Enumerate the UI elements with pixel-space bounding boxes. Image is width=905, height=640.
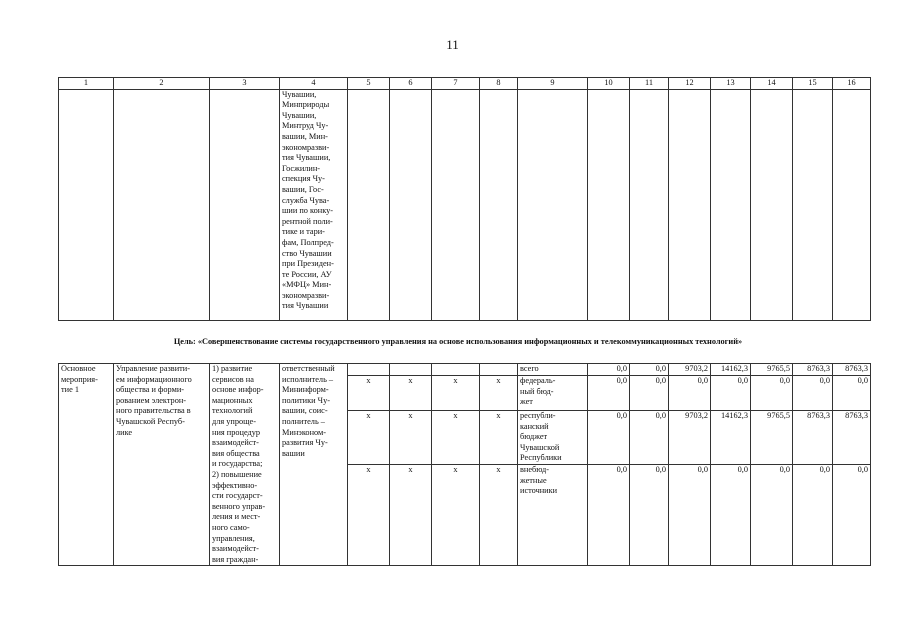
funding-value-cell: 8763,3: [793, 364, 833, 376]
funding-value-cell: 0,0: [751, 465, 793, 566]
indicator-mark-cell: x: [348, 376, 390, 411]
indicator-mark-cell: x: [432, 465, 480, 566]
executors-cell: Чувашии, Минприроды Чувашии, Минтруд Чу- вашии, Мин- экономразви- тия Чувашии, Госжилин- спекция Чу- вашии, Гос- служба Чува- шии по конку- рентной поли- тике и тари- фам, Полпред- ство Чувашии при Президен- те России, АУ «МФЦ» Мин- экономразви- тия Чувашии: [280, 89, 348, 320]
funding-value-cell: 0,0: [669, 376, 711, 411]
table-continuation: [58, 77, 871, 321]
column-number-11: 11: [630, 78, 669, 90]
indicator-mark-cell: x: [348, 465, 390, 566]
column-number-7: 7: [432, 78, 480, 90]
indicator-mark-cell: x: [390, 411, 432, 465]
funding-value-cell: 8763,3: [833, 411, 871, 465]
indicator-mark-cell: x: [480, 376, 518, 411]
column-number-8: 8: [480, 78, 518, 90]
activity-tasks-cell: 1) развитие сервисов на основе инфор- мационных технологий для упроще- ния процедур взаимодейст- вия общества и государства; 2) повышение эффективно- сти государст- венного управ- ления и мест- ного само- управления, взаимодейст- вия граждан-: [210, 364, 280, 566]
continuation-row: [59, 89, 871, 320]
funding-value-cell: 0,0: [669, 465, 711, 566]
table-main-activity: [58, 363, 871, 566]
indicator-mark-cell: x: [348, 411, 390, 465]
funding-value-cell: 0,0: [630, 411, 669, 465]
funding-value-cell: 0,0: [630, 364, 669, 376]
column-number-16: 16: [833, 78, 871, 90]
funding-value-cell: 0,0: [630, 376, 669, 411]
funding-source-cell: всего: [518, 364, 588, 376]
column-number-5: 5: [348, 78, 390, 90]
funding-row: [59, 364, 871, 376]
funding-value-cell: 0,0: [588, 364, 630, 376]
indicator-mark-cell: [480, 364, 518, 376]
funding-value-cell: 14162,3: [711, 411, 751, 465]
indicator-mark-cell: x: [432, 376, 480, 411]
funding-value-cell: 0,0: [833, 465, 871, 566]
funding-value-cell: 14162,3: [711, 364, 751, 376]
column-number-row: [59, 78, 871, 90]
funding-value-cell: 9703,2: [669, 364, 711, 376]
funding-value-cell: 0,0: [711, 376, 751, 411]
column-number-2: 2: [114, 78, 210, 90]
funding-value-cell: 0,0: [630, 465, 669, 566]
column-number-14: 14: [751, 78, 793, 90]
indicator-mark-cell: x: [390, 376, 432, 411]
funding-value-cell: 9765,5: [751, 411, 793, 465]
funding-value-cell: 0,0: [793, 376, 833, 411]
funding-value-cell: 8763,3: [793, 411, 833, 465]
indicator-mark-cell: x: [480, 411, 518, 465]
column-number-10: 10: [588, 78, 630, 90]
column-number-12: 12: [669, 78, 711, 90]
page-number: 11: [446, 37, 459, 52]
column-number-9: 9: [518, 78, 588, 90]
funding-source-cell: внебюд- жетные источники: [518, 465, 588, 566]
column-number-3: 3: [210, 78, 280, 90]
indicator-mark-cell: x: [432, 411, 480, 465]
funding-source-cell: республи- канский бюджет Чувашской Республики: [518, 411, 588, 465]
goal-heading: Цель: «Совершенствование системы государственного управления на основе использования информационных и телекоммуникационных технологий»: [173, 337, 743, 346]
indicator-mark-cell: [348, 364, 390, 376]
funding-value-cell: 0,0: [588, 376, 630, 411]
column-number-15: 15: [793, 78, 833, 90]
funding-value-cell: 9703,2: [669, 411, 711, 465]
funding-value-cell: 0,0: [588, 465, 630, 566]
funding-value-cell: 0,0: [793, 465, 833, 566]
funding-value-cell: 0,0: [833, 376, 871, 411]
indicator-mark-cell: [390, 364, 432, 376]
indicator-mark-cell: x: [480, 465, 518, 566]
activity-name-cell: Управление развити- ем информационного общества и форми- рованием электрон- ного правительства в Чувашской Респуб- лике: [114, 364, 210, 566]
column-number-4: 4: [280, 78, 348, 90]
funding-value-cell: 0,0: [711, 465, 751, 566]
funding-value-cell: 0,0: [588, 411, 630, 465]
funding-value-cell: 9765,5: [751, 364, 793, 376]
funding-value-cell: 0,0: [751, 376, 793, 411]
funding-source-cell: федераль- ный бюд- жет: [518, 376, 588, 411]
indicator-mark-cell: [432, 364, 480, 376]
funding-value-cell: 8763,3: [833, 364, 871, 376]
indicator-mark-cell: x: [390, 465, 432, 566]
activity-number-cell: Основное мероприя- тие 1: [59, 364, 114, 566]
activity-executors-cell: ответственный исполнитель – Мининформ- политики Чу- вашии, соис- полнитель – Минэконом- развития Чу- вашии: [280, 364, 348, 566]
column-number-13: 13: [711, 78, 751, 90]
column-number-6: 6: [390, 78, 432, 90]
column-number-1: 1: [59, 78, 114, 90]
